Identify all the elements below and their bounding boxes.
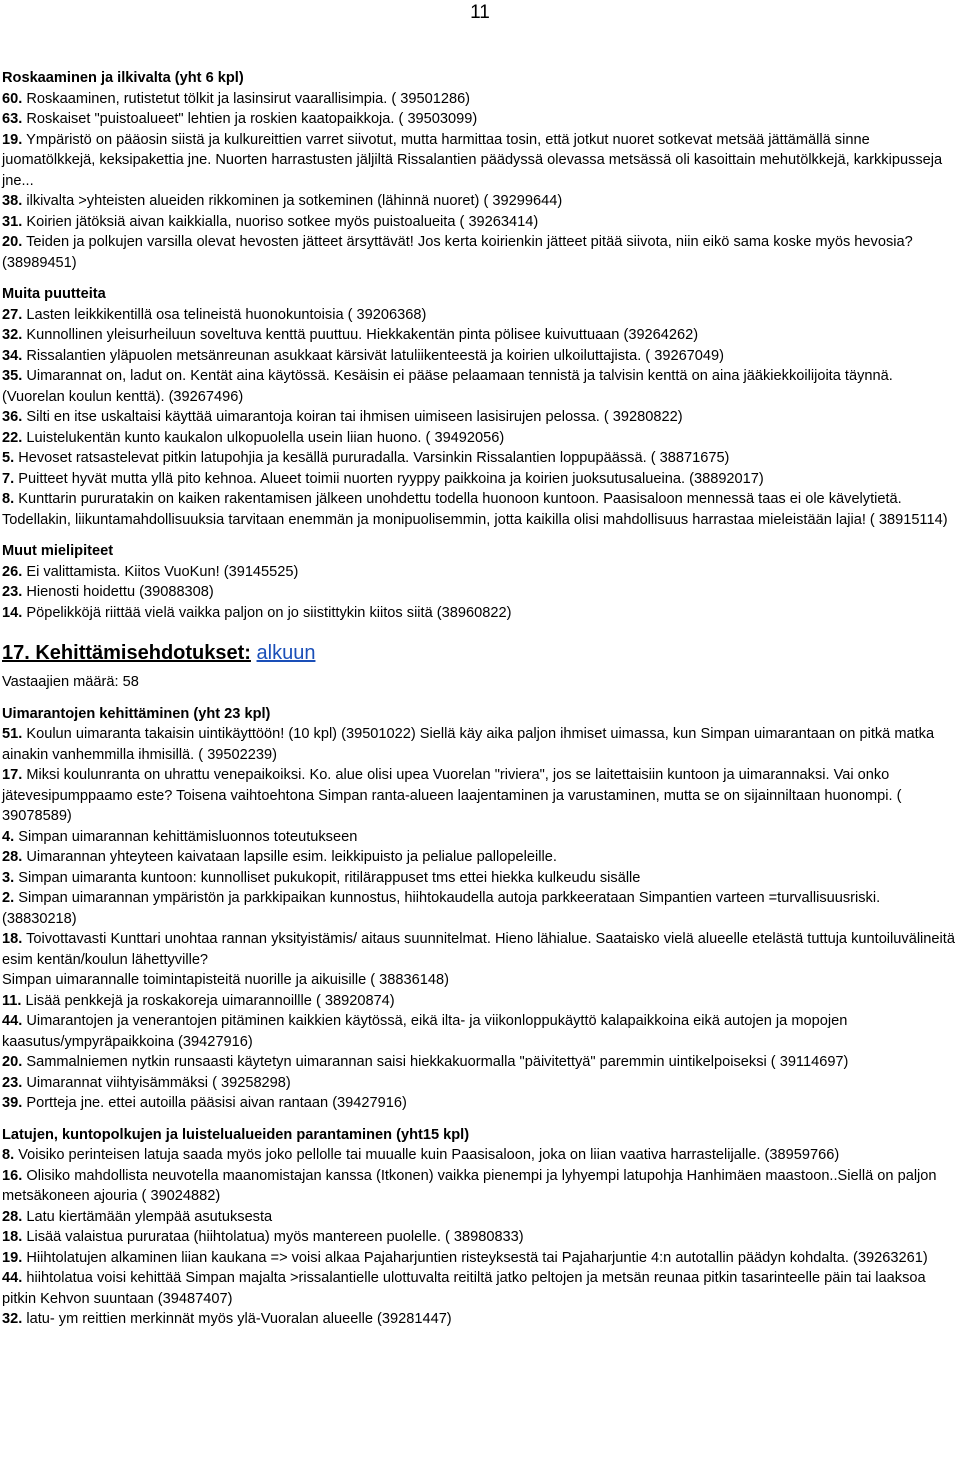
item-number: 28. xyxy=(2,849,23,865)
comment-item xyxy=(2,1268,957,1309)
comment-item xyxy=(2,89,957,110)
page-number: 11 xyxy=(470,2,490,23)
comment-item xyxy=(2,305,957,326)
document-body xyxy=(2,68,957,1330)
comment-item xyxy=(2,991,957,1012)
comment-item xyxy=(2,191,957,212)
item-text: Hevoset ratsastelevat pitkin latupohjia ja kesällä pururadalla. Varsinkin Rissalantien loppupäässä. ( 38871675) xyxy=(14,450,730,466)
section-heading: Latujen, kuntopolkujen ja luistelualueiden parantaminen (yht15 kpl) xyxy=(2,1126,470,1143)
comment-item xyxy=(2,130,957,192)
comment-item xyxy=(2,325,957,346)
item-text: Lasten leikkikentillä osa telineistä huonokuntoisia ( 39206368) xyxy=(22,306,427,323)
item-number: 4. xyxy=(2,828,15,845)
item-text: Sammalniemen nytkin runsaasti käytetyn uimarannan saisi hiekkakuormalla "päivitettyä" paremmin uintikelpoiseksi ( 39114697) xyxy=(22,1054,849,1070)
comment-item xyxy=(2,603,957,624)
comment-item xyxy=(2,212,957,233)
item-number: 39. xyxy=(2,1095,23,1111)
item-number: 19. xyxy=(2,131,23,148)
item-number: 7. xyxy=(2,470,15,487)
section-heading: Uimarantojen kehittäminen (yht 23 kpl) xyxy=(2,705,271,722)
item-number: 36. xyxy=(2,409,23,425)
item-text: Kunnollinen yleisurheiluun soveltuva kenttä puuttuu. Hiekkakentän pinta pölisee kuivuttuaan (39264262) xyxy=(22,327,699,343)
back-to-top-link[interactable]: alkuun xyxy=(256,642,316,664)
item-text: Lisää penkkejä ja roskakoreja uimarannoillle ( 38920874) xyxy=(21,992,395,1009)
comment-item xyxy=(2,1052,957,1073)
comment-item xyxy=(2,929,957,970)
chapter-title: 17. Kehittämisehdotukset: xyxy=(2,642,251,664)
item-text: Luistelukentän kunto kaukalon ulkopuolella usein liian huono. ( 39492056) xyxy=(22,429,505,446)
item-text: Uimarannat on, ladut on. Kentät aina käytössä. Kesäisin ei pääse pelaamaan tennistä ja talvisin kenttä on aina jääkiekkoilijoita täynnä. (Vuorelan koulun kenttä). (39267496) xyxy=(2,368,893,405)
comment-continuation: Simpan uimarannalle toimintapisteitä nuorille ja aikuisille ( 38836148) xyxy=(2,972,449,988)
chapter-heading xyxy=(2,640,957,666)
item-number: 27. xyxy=(2,306,23,323)
item-number: 34. xyxy=(2,347,23,364)
item-number: 23. xyxy=(2,1074,23,1091)
item-text: latu- ym reittien merkinnät myös ylä-Vuoralan alueelle (39281447) xyxy=(22,1311,452,1327)
item-text: Latu kiertämään ylempää asutuksesta xyxy=(22,1208,273,1225)
spacer xyxy=(2,273,957,284)
respondent-count: Vastaajien määrä: 58 xyxy=(2,674,139,690)
item-number: 32. xyxy=(2,1311,23,1327)
comment-item xyxy=(2,1309,957,1330)
comment-item xyxy=(2,847,957,868)
comment-item xyxy=(2,1227,957,1248)
item-text: Toivottavasti Kunttari unohtaa rannan yksityistämis/ aitaus suunnitelmat. Hieno lähialue. Saataisko vielä alueelle etelästä tuttuja kuntoiluvälineitä esim kentän/koulun lähettyville? xyxy=(2,931,955,968)
item-number: 23. xyxy=(2,584,23,600)
item-number: 35. xyxy=(2,368,23,384)
item-number: 26. xyxy=(2,563,23,580)
item-number: 19. xyxy=(2,1249,23,1266)
section-heading: Muita puutteita xyxy=(2,286,106,302)
item-text: Kunttarin pururatakin on kaiken rakentamisen jälkeen unohdettu todella huonoon kuntoon. Paasisaloon mennessä taas ei ole kävelytietä. Todellakin, liikuntamahdollisuuksia tarvitaan enemmän ja monipuolisemmin, jotta kaikilla olisi mahdollisuus harrastaa mieleistään lajia! ( 38915114) xyxy=(2,491,948,528)
item-text: Roskaaminen, rutistetut tölkit ja lasinsirut vaarallisimpia. ( 39501286) xyxy=(22,90,471,107)
comment-item xyxy=(2,366,957,407)
spacer xyxy=(2,530,957,541)
comment-item xyxy=(2,868,957,889)
item-number: 22. xyxy=(2,429,23,446)
comment-item xyxy=(2,1248,957,1269)
item-text: Lisää valaistua pururataa (hiihtolatua) myös mantereen puolelle. ( 38980833) xyxy=(22,1229,524,1245)
comment-item xyxy=(2,765,957,827)
item-number: 20. xyxy=(2,234,23,250)
item-number: 16. xyxy=(2,1167,23,1184)
item-number: 18. xyxy=(2,1229,23,1245)
comment-item xyxy=(2,1145,957,1166)
section-heading: Roskaaminen ja ilkivalta (yht 6 kpl) xyxy=(2,70,244,86)
spacer xyxy=(2,693,957,704)
comment-item xyxy=(2,448,957,469)
item-text: Silti en itse uskaltaisi käyttää uimarantoja koiran tai ihmisen uimiseen lasisirujen pelossa. ( 39280822) xyxy=(22,409,683,425)
item-number: 8. xyxy=(2,491,15,507)
item-number: 3. xyxy=(2,869,15,886)
comment-item xyxy=(2,562,957,583)
item-text: hiihtolatua voisi kehittää Simpan majalta >rissalantielle ulottuvalta reitiltä jatko peltojen ja metsän reunaa pitkin tasarinteelle päin tai laaksoa pitkin Kehvon suuntaan (39487407) xyxy=(2,1270,926,1307)
item-text: Koirien jätöksiä aivan kaikkialla, nuoriso sotkee myös puistoalueita ( 39263414) xyxy=(22,213,539,230)
comment-item xyxy=(2,428,957,449)
item-text: Hiihtolatujen alkaminen liian kaukana => voisi alkaa Pajaharjuntien risteyksestä tai Pajaharjuntie 4:n autotallin päädyn kohdalta. (39263261) xyxy=(22,1249,928,1266)
item-number: 44. xyxy=(2,1013,23,1029)
comment-item xyxy=(2,888,957,929)
item-text: Uimarannat viihtyisämmäksi ( 39258298) xyxy=(22,1074,291,1091)
item-number: 38. xyxy=(2,193,23,209)
item-text: Ympäristö on pääosin siistä ja kulkureittien varret siivotut, mutta harmittaa tosin, että jotkut nuoret sotkevat metsää jättämällä sinne juomatölkkejä, keksipakettia jne. Nuorten harrastusten jäljiltä Rissalantien päädyssä olevassa metsässä oli kasoittain mehutölkkejä, karkkipusseja jne... xyxy=(2,131,943,189)
item-text: Miksi koulunranta on uhrattu venepaikoiksi. Ko. alue olisi upea Vuorelan "riviera", jos se laitettaisiin kuntoon ja uimarannaksi. Vai onko jätevesipumppaamo este? Toisena vaihtoehtona Simpan ranta-alueen laajentaminen ja varustaminen, mutta se on sijainniltaan huonompi. ( 39078589) xyxy=(2,767,902,824)
item-text: Hienosti hoidettu (39088308) xyxy=(22,584,214,600)
comment-item xyxy=(2,407,957,428)
comment-item xyxy=(2,724,957,765)
item-text: Voisiko perinteisen latuja saada myös joko pellolle tai muualle kuin Paasisaloon, joka on liian vaativa harrastelijalle. (38959766) xyxy=(14,1147,840,1163)
item-text: Pöpelikköjä riittää vielä vaikka paljon on jo siistittykin kiitos siitä (38960822) xyxy=(22,604,512,621)
item-text: Uimarantojen ja venerantojen pitäminen kaikkien käytössä, eikä ilta- ja viikonloppukäyttö kalapaikkoina eikä autojen ja mopojen kaasutus/ympyräpaikkoina (39427916) xyxy=(2,1013,848,1050)
item-number: 20. xyxy=(2,1054,23,1070)
item-text: Olisiko mahdollista neuvotella maanomistajan kanssa (Itkonen) vaikka pienempi ja lyhyempi latupohja Hanhimäen maastoon..Siellä on paljon metsäkoneen ajouria ( 39024882) xyxy=(2,1167,937,1204)
item-number: 11. xyxy=(2,992,22,1009)
item-text: Uimarannan yhteyteen kaivataan lapsille esim. leikkipuisto ja pelialue pallopeleille. xyxy=(22,849,557,865)
comment-item xyxy=(2,827,957,848)
item-text: Puitteet hyvät mutta yllä pito kehnoa. Alueet toimii nuorten ryyppy paikkoina ja koirien juoksutusalueina. (38892017) xyxy=(14,470,764,487)
item-number: 14. xyxy=(2,604,23,621)
item-text: Simpan uimarannan kehittämisluonnos toteutukseen xyxy=(14,828,358,845)
item-number: 63. xyxy=(2,111,23,127)
comment-item xyxy=(2,1011,957,1052)
comment-item xyxy=(2,1166,957,1207)
comment-item xyxy=(2,346,957,367)
item-number: 18. xyxy=(2,931,23,947)
item-number: 51. xyxy=(2,726,23,742)
item-number: 32. xyxy=(2,327,23,343)
item-text: Teiden ja polkujen varsilla olevat hevosten jätteet ärsyttävät! Jos kerta koirienkin jätteet pitää siivota, niin eikö sama koske myös hevosia? (38989451) xyxy=(2,234,913,271)
comment-item xyxy=(2,232,957,273)
comment-item xyxy=(2,109,957,130)
item-number: 5. xyxy=(2,450,15,466)
item-text: Ei valittamista. Kiitos VuoKun! (39145525) xyxy=(22,563,299,580)
item-text: Simpan uimarannan ympäristön ja parkkipaikan kunnostus, hiihtokaudella autoja parkkeerataan Simpantien varteen =turvallisuusriski. (38830218) xyxy=(2,890,881,927)
spacer xyxy=(2,1114,957,1125)
section-heading: Muut mielipiteet xyxy=(2,543,114,559)
item-text: Simpan uimaranta kuntoon: kunnolliset pukukopit, ritilärappuset tms ettei hiekka kulkeudu sisälle xyxy=(14,869,641,886)
item-number: 8. xyxy=(2,1147,15,1163)
comment-item xyxy=(2,1073,957,1094)
item-number: 17. xyxy=(2,767,23,783)
comment-item xyxy=(2,1093,957,1114)
item-number: 28. xyxy=(2,1208,23,1225)
item-text: ilkivalta >yhteisten alueiden rikkominen ja sotkeminen (lähinnä nuoret) ( 39299644) xyxy=(22,193,563,209)
item-text: Portteja jne. ettei autoilla pääsisi aivan rantaan (39427916) xyxy=(22,1095,407,1111)
comment-item xyxy=(2,489,957,530)
item-text: Rissalantien yläpuolen metsänreunan asukkaat kärsivät latuliikenteestä ja koirien ulkoiluttajista. ( 39267049) xyxy=(22,347,725,364)
item-number: 60. xyxy=(2,90,23,107)
item-text: Koulun uimaranta takaisin uintikäyttöön! (10 kpl) (39501022) Siellä käy aika paljon ihmiset uimassa, kun Simpan uimarantaan on pitkä matka ainakin vanhemmilla ihmisillä. ( 39502239) xyxy=(2,726,935,763)
item-number: 2. xyxy=(2,890,15,906)
comment-item xyxy=(2,469,957,490)
item-number: 31. xyxy=(2,213,23,230)
item-number: 44. xyxy=(2,1270,23,1286)
item-text: Roskaiset "puistoalueet" lehtien ja roskien kaatopaikkoja. ( 39503099) xyxy=(22,111,478,127)
comment-item xyxy=(2,582,957,603)
comment-item xyxy=(2,1207,957,1228)
